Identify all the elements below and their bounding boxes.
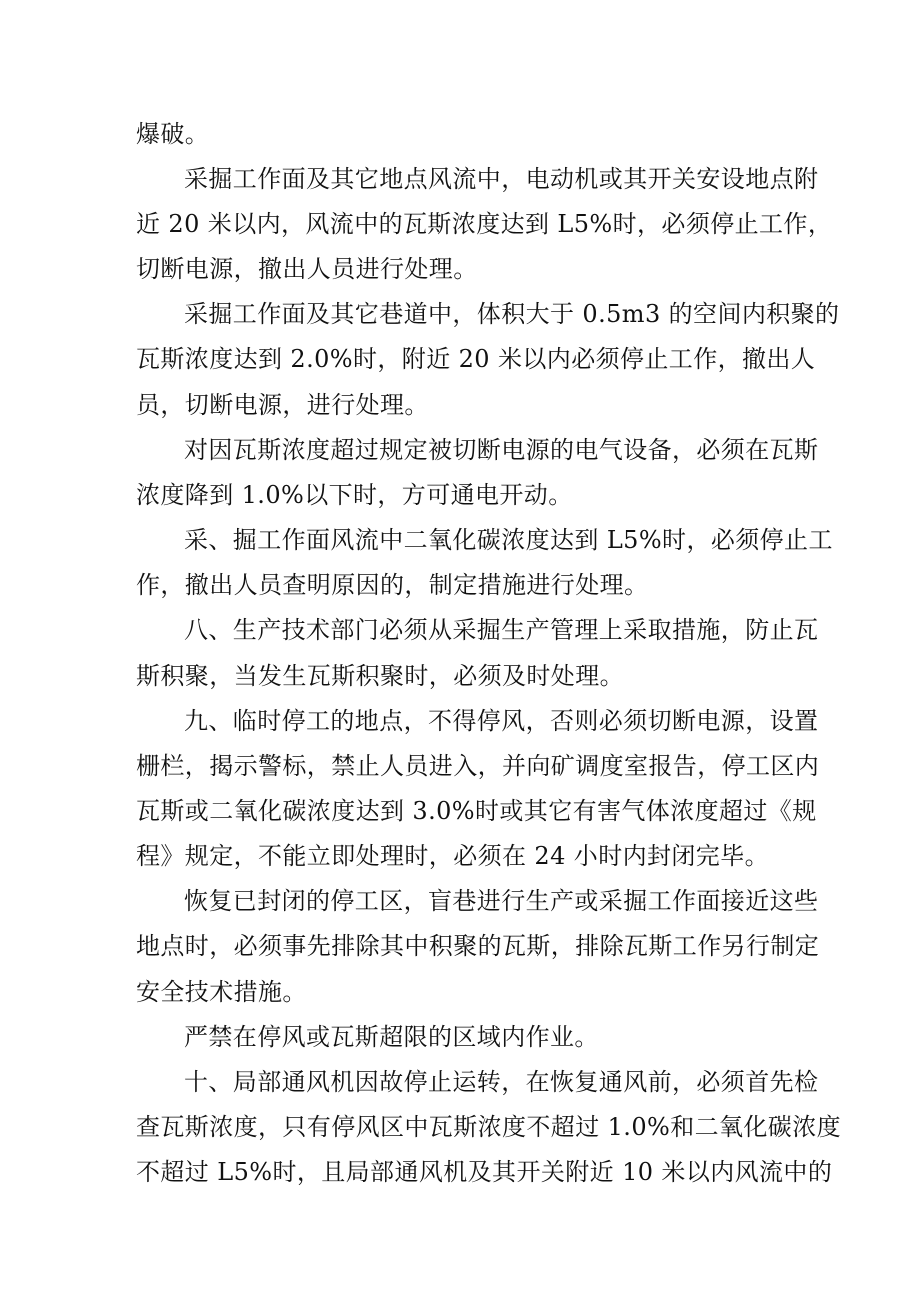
- text-line: 采掘工作面及其它地点风流中，电动机或其开关安设地点附: [184, 165, 819, 193]
- text-line: 八、生产技术部门必须从采掘生产管理上采取措施，防止瓦: [184, 616, 819, 644]
- text-line: 切断电源，撤出人员进行处理。: [136, 255, 478, 283]
- text-line: 对因瓦斯浓度超过规定被切断电源的电气设备，必须在瓦斯: [184, 436, 819, 464]
- text-line: 采掘工作面及其它巷道中，体积大于 0.5m3 的空间内积聚的: [184, 300, 840, 328]
- text-line: 程》规定，不能立即处理时，必须在 24 小时内封闭完毕。: [136, 842, 769, 870]
- text-line: 查瓦斯浓度，只有停风区中瓦斯浓度不超过 1.0%和二氧化碳浓度: [136, 1113, 841, 1141]
- text-line: 采、掘工作面风流中二氧化碳浓度达到 L5%时，必须停止工: [184, 526, 833, 554]
- text-line: 九、临时停工的地点，不得停风，否则必须切断电源，设置: [184, 707, 819, 735]
- text-line: 地点时，必须事先排除其中积聚的瓦斯，排除瓦斯工作另行制定: [136, 932, 820, 960]
- text-line: 浓度降到 1.0%以下时，方可通电开动。: [136, 481, 573, 509]
- text-line: 严禁在停风或瓦斯超限的区域内作业。: [184, 1023, 599, 1051]
- text-line: 爆破。: [136, 120, 210, 148]
- text-line: 瓦斯或二氧化碳浓度达到 3.0%时或其它有害气体浓度超过《规: [136, 797, 817, 825]
- text-line: 员，切断电源，进行处理。: [136, 391, 429, 419]
- text-line: 安全技术措施。: [136, 978, 307, 1006]
- text-line: 栅栏，揭示警标，禁止人员进入，并向矿调度室报告，停工区内: [136, 752, 820, 780]
- text-line: 斯积聚，当发生瓦斯积聚时，必须及时处理。: [136, 662, 624, 690]
- text-line: 恢复已封闭的停工区，盲巷进行生产或采掘工作面接近这些: [184, 887, 819, 915]
- text-line: 作，撤出人员查明原因的，制定措施进行处理。: [136, 571, 649, 599]
- text-line: 瓦斯浓度达到 2.0%时，附近 20 米以内必须停止工作，撤出人: [136, 345, 816, 373]
- text-line: 不超过 L5%时，且局部通风机及其开关附近 10 米以内风流中的: [136, 1158, 833, 1186]
- text-line: 十、局部通风机因故停止运转，在恢复通风前，必须首先检: [184, 1068, 819, 1096]
- text-line: 近 20 米以内，风流中的瓦斯浓度达到 L5%时，必须停止工作，: [136, 210, 833, 238]
